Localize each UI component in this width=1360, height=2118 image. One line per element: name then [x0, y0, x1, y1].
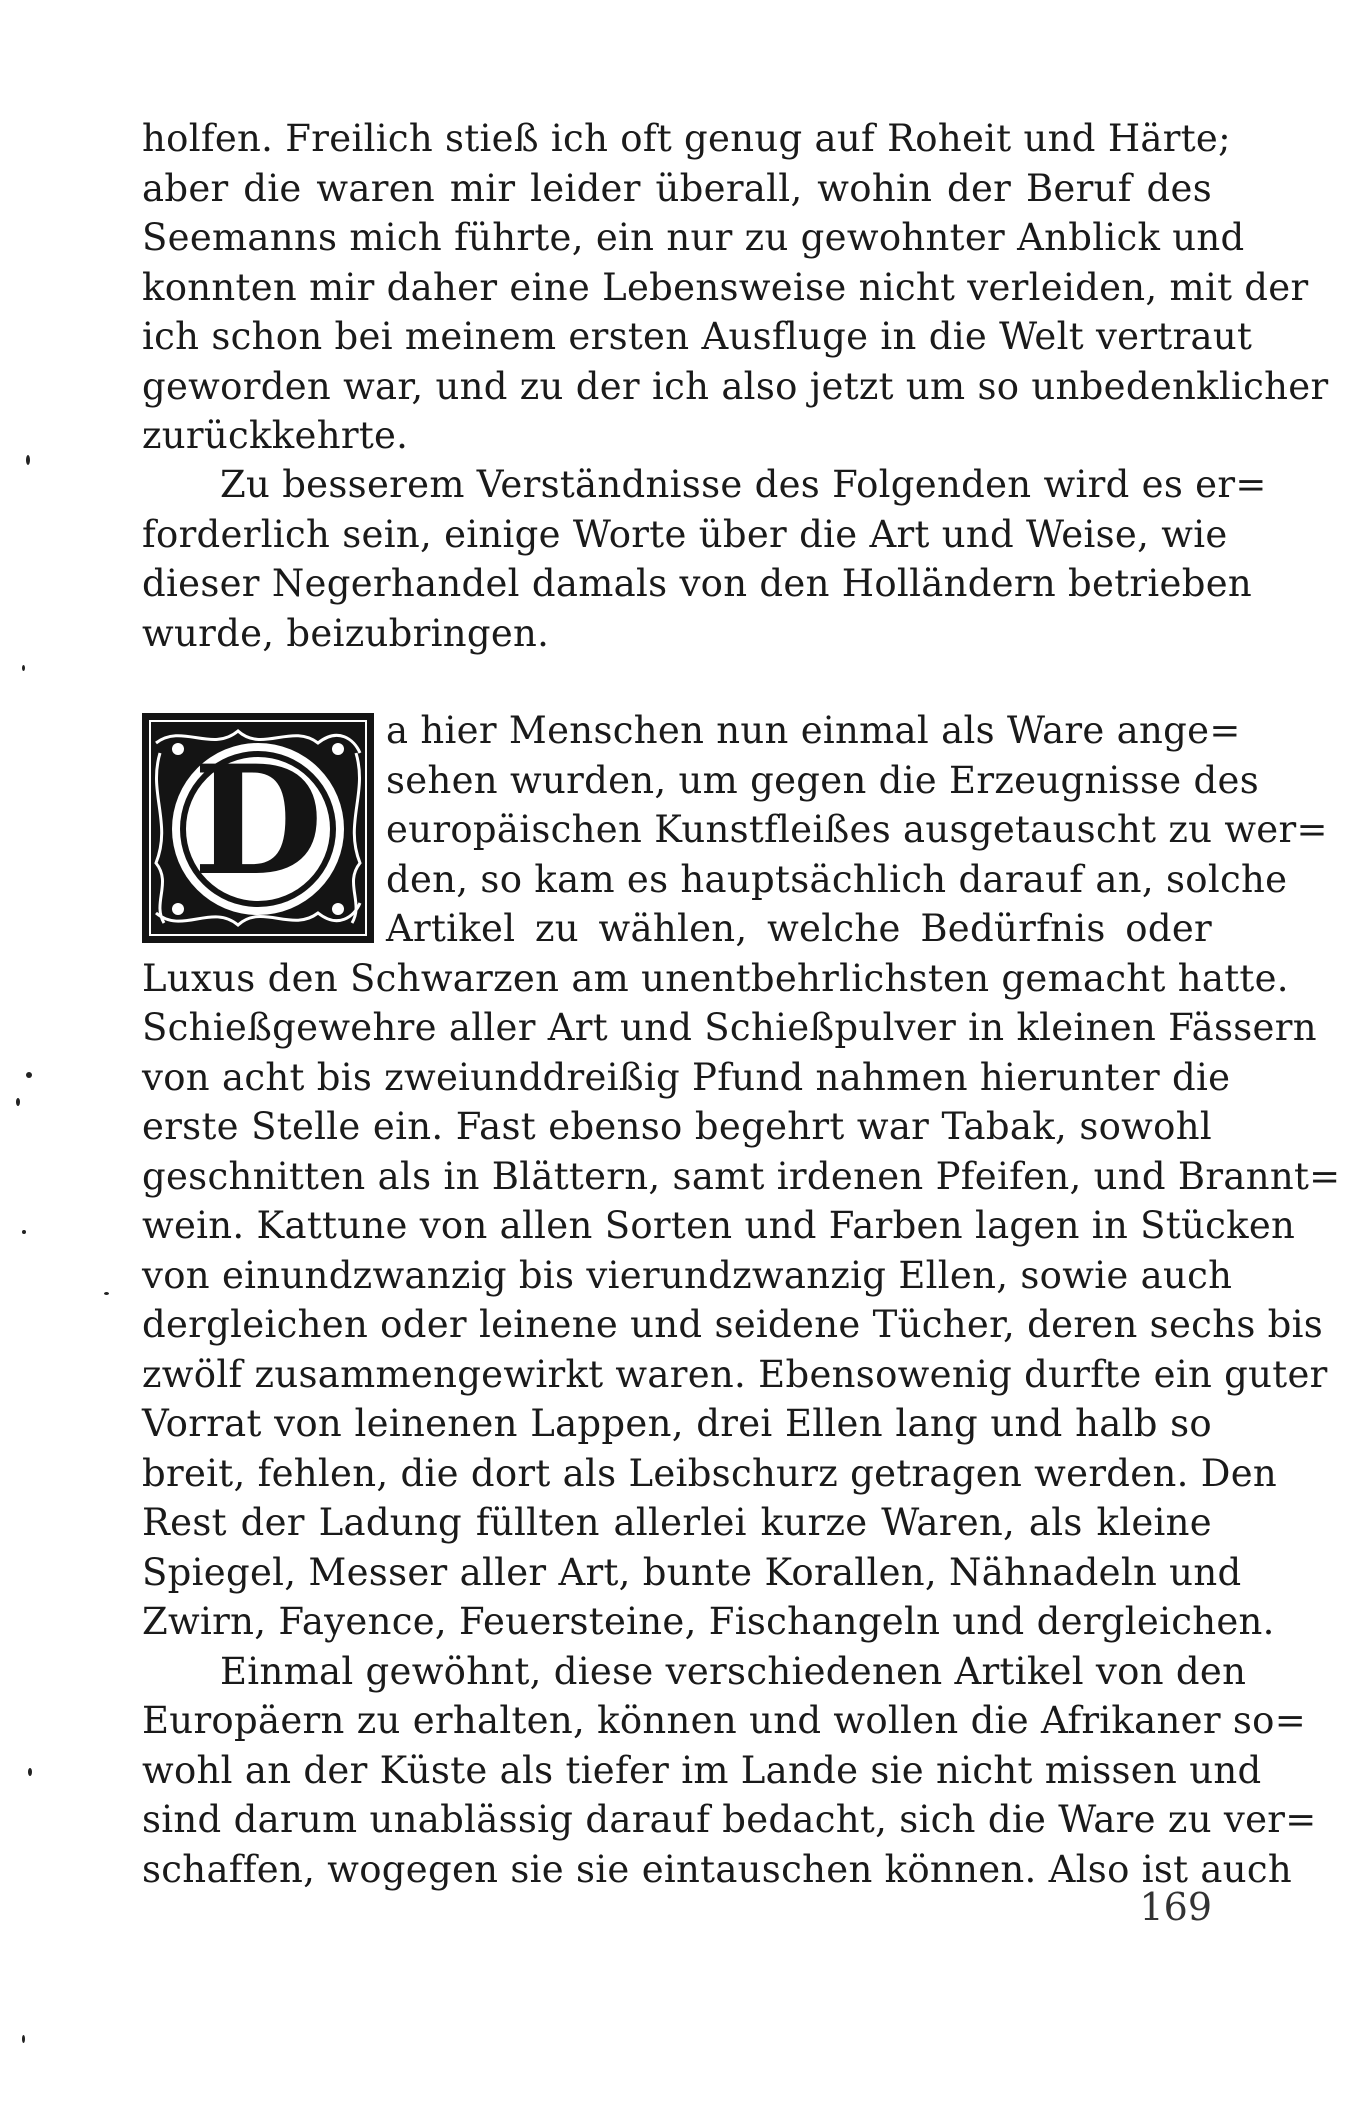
- text-line: Vorrat von leinenen Lappen, drei Ellen lang und halb so: [142, 1402, 1212, 1445]
- scan-speck: [26, 455, 30, 465]
- scan-speck: [22, 1230, 26, 1234]
- text-line: Schießgewehre aller Art und Schießpulver in kleinen Fässern: [142, 1006, 1317, 1049]
- text-line: Luxus den Schwarzen am unentbehrlichsten gemacht hatte.: [142, 956, 1289, 1000]
- text-line: aber die waren mir leider überall, wohin der Beruf des: [142, 166, 1212, 210]
- text-line: geworden war, und zu der ich also jetzt um so unbedenklicher: [142, 364, 1329, 408]
- text-line: geschnitten als in Blättern, samt irdenen Pfeifen, und Brannt=: [142, 1154, 1341, 1198]
- text-line: dieser Negerhandel damals von den Holländern betrieben: [142, 562, 1253, 605]
- text-line: forderlich sein, einige Worte über die Art und Weise, wie: [142, 512, 1228, 556]
- scan-speck: [22, 2035, 25, 2043]
- text-line: breit, fehlen, die dort als Leibschurz getragen werden. Den: [142, 1451, 1278, 1495]
- text-line: wurde, beizubringen.: [142, 611, 550, 655]
- text-line: zurückkehrte.: [142, 414, 409, 457]
- text-line: Rest der Ladung füllten allerlei kurze Waren, als kleine: [142, 1501, 1212, 1544]
- text-line: Europäern zu erhalten, können und wollen die Afrikaner so=: [142, 1699, 1307, 1742]
- text-line: von acht bis zweiunddreißig Pfund nahmen hierunter die: [142, 1055, 1231, 1099]
- paragraph-2: [142, 460, 1267, 658]
- text-line: sind darum unablässig darauf bedacht, sich die Ware zu ver=: [142, 1798, 1317, 1841]
- page-number: 169: [1139, 1885, 1212, 1929]
- text-line: a hier Menschen nun einmal als Ware ange=: [386, 709, 1241, 752]
- text-line: Artikel zu wählen, welche Bedürfnis oder: [386, 907, 1212, 950]
- text-line: holfen. Freilich stieß ich oft genug auf Roheit und Härte;: [142, 117, 1231, 160]
- scan-speck: [104, 1292, 109, 1295]
- paragraph-1: [142, 114, 1329, 461]
- text-line: wohl an der Küste als tiefer im Lande sie nicht missen und: [142, 1748, 1262, 1792]
- text-line: wein. Kattune von allen Sorten und Farben lagen in Stücken: [142, 1204, 1296, 1247]
- text-line: schaffen, wogegen sie sie eintauschen können. Also ist auch: [142, 1847, 1293, 1891]
- text-line: konnten mir daher eine Lebensweise nicht verleiden, mit der: [142, 265, 1309, 309]
- scan-speck: [16, 1098, 20, 1106]
- text-line: Spiegel, Messer aller Art, bunte Korallen, Nähnadeln und: [142, 1550, 1242, 1594]
- text-line: zwölf zusammengewirkt waren. Ebensowenig durfte ein guter: [142, 1352, 1328, 1396]
- text-line: Seemanns mich führte, ein nur zu gewohnter Anblick und: [142, 216, 1245, 259]
- text-line: dergleichen oder leinene und seidene Tücher, deren sechs bis: [142, 1303, 1324, 1346]
- text-line: sehen wurden, um gegen die Erzeugnisse des: [386, 758, 1259, 802]
- text-line: Zu besserem Verständnisse des Folgenden wird es er=: [220, 463, 1267, 506]
- text-line: von einundzwanzig bis vierundzwanzig Ellen, sowie auch: [142, 1253, 1233, 1297]
- text-line: Einmal gewöhnt, diese verschiedenen Artikel von den: [220, 1649, 1247, 1693]
- dropcap-letter: D: [192, 733, 324, 909]
- text-line: ich schon bei meinem ersten Ausfluge in die Welt vertraut: [142, 315, 1253, 358]
- text-line: Zwirn, Fayence, Feuersteine, Fischangeln und dergleichen.: [142, 1600, 1275, 1643]
- text-line: den, so kam es hauptsächlich darauf an, solche: [386, 857, 1288, 901]
- scan-speck: [26, 1072, 32, 1078]
- text-line: europäischen Kunstfleißes ausgetauscht zu wer=: [386, 808, 1328, 851]
- scan-speck: [22, 665, 25, 671]
- scan-speck: [28, 1768, 32, 1776]
- paragraph-3: [142, 706, 1341, 1894]
- text-line: erste Stelle ein. Fast ebenso begehrt war Tabak, sowohl: [142, 1105, 1212, 1148]
